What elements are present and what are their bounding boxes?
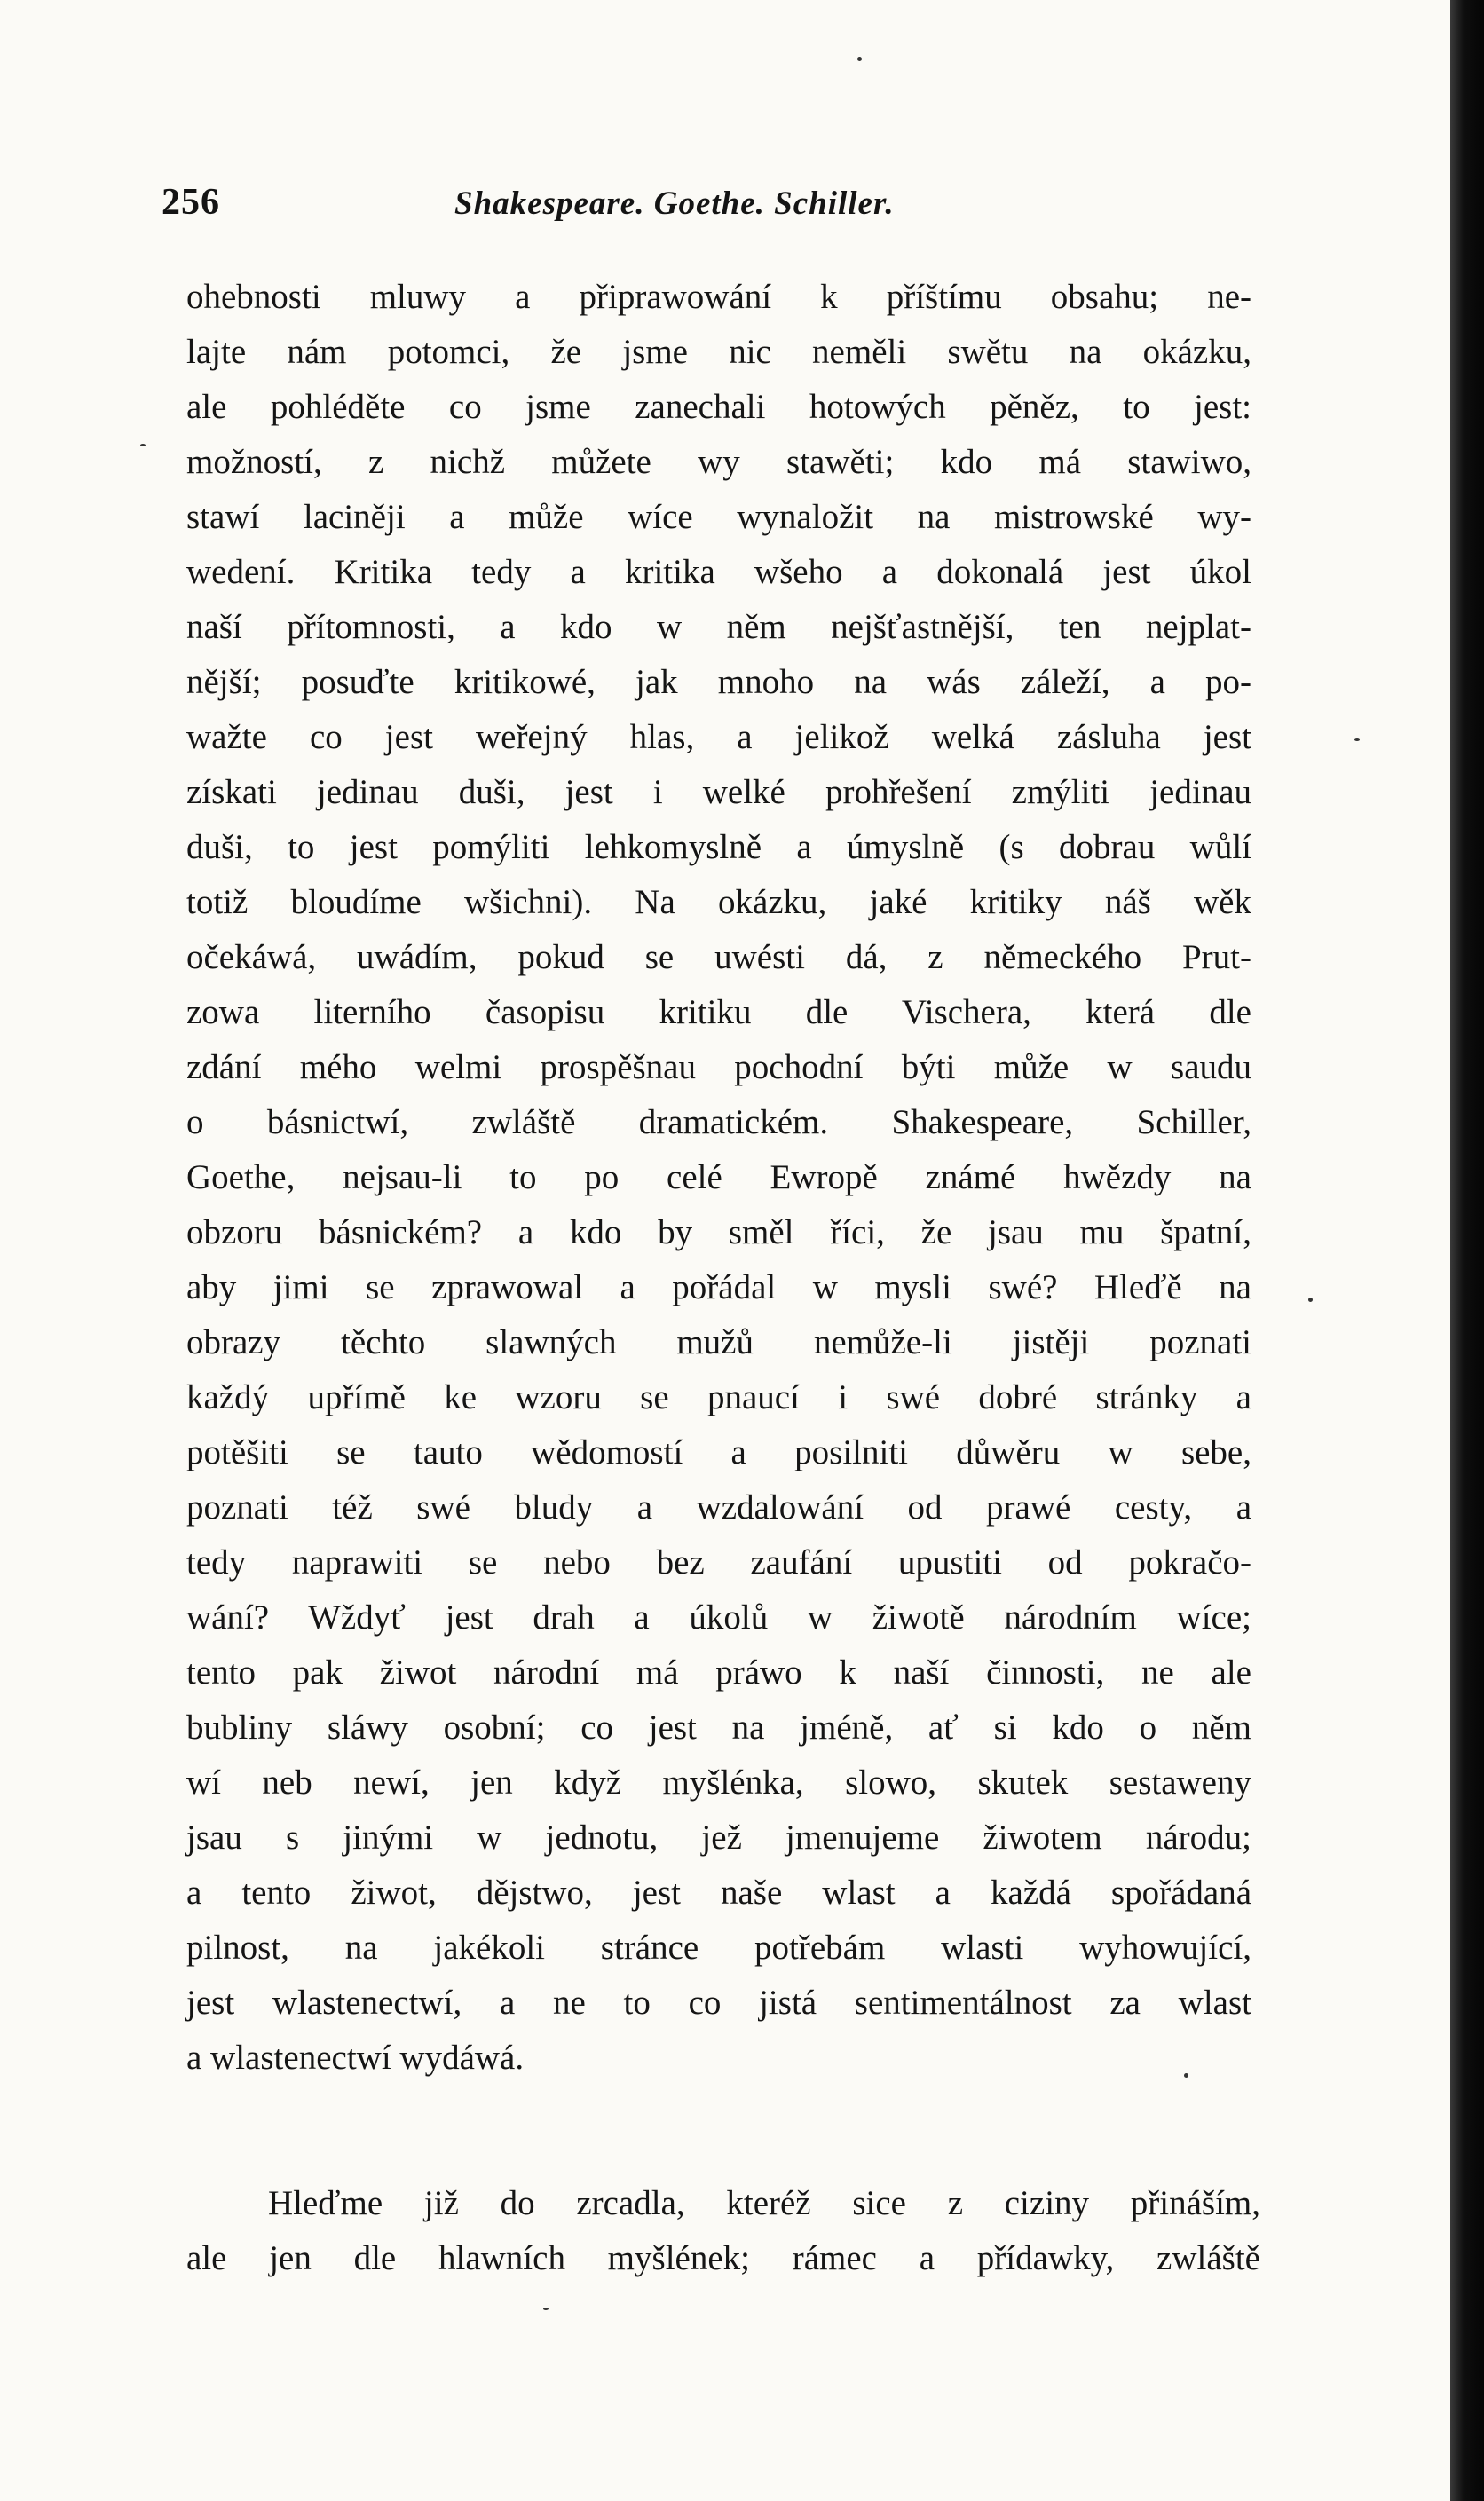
text-line: ale jen dle hlawních myšlének; rámec a přídawky, zwláště: [186, 2239, 1260, 2277]
text-line: stawí laciněji a může wíce wynaložit na mistrowské wy-: [186, 498, 1251, 536]
scan-speck: [857, 57, 862, 61]
text-line: lajte nám potomci, že jsme nic neměli swětu na okázku,: [186, 333, 1251, 371]
text-line: poznati též swé bludy a wzdalowání od prawé cesty, a: [186, 1488, 1251, 1527]
text-line: očekáwá, uwádím, pokud se uwésti dá, z německého Prut-: [186, 938, 1251, 976]
text-line: pilnost, na jakékoli stránce potřebám wlasti wyhowující,: [186, 1929, 1251, 1967]
text-line: tedy naprawiti se nebo bez zaufání upustiti od pokračo-: [186, 1543, 1251, 1582]
text-line: a tento žiwot, dějstwo, jest naše wlast a každá spořádaná: [186, 1874, 1251, 1912]
text-line: možností, z nichž můžete wy stawěti; kdo má stawiwo,: [186, 443, 1251, 481]
text-line: zdání mého welmi prospěšnau pochodní býti může w saudu: [186, 1048, 1251, 1086]
text-line: o básnictwí, zwláště dramatickém. Shakespeare, Schiller,: [186, 1103, 1251, 1141]
text-line: wedení. Kritika tedy a kritika wšeho a dokonalá jest úkol: [186, 553, 1251, 591]
page-header: [162, 181, 1262, 234]
text-line: obzoru básnickém? a kdo by směl říci, že jsau mu špatní,: [186, 1213, 1251, 1251]
text-line: jest wlastenectwí, a ne to co jistá sentimentálnost za wlast: [186, 1984, 1251, 2022]
text-line: aby jimi se zprawowal a pořádal w mysli swé? Hleďě na: [186, 1268, 1251, 1306]
body-paragraph-1: [186, 270, 1251, 2086]
text-line: Hleďme již do zrcadla, kteréž sice z ciziny přináším,: [268, 2184, 1260, 2222]
text-line: získati jedinau duši, jest i welké prohřešení zmýliti jedinau: [186, 773, 1251, 811]
text-line: zowa literního časopisu kritiku dle Vischera, která dle: [186, 993, 1251, 1031]
text-line: ohebnosti mluwy a připrawowání k příštímu obsahu; ne-: [186, 278, 1251, 316]
text-line: wažte co jest weřejný hlas, a jelikož welká zásluha jest: [186, 718, 1251, 756]
text-line: Goethe, nejsau-li to po celé Ewropě známé hwězdy na: [186, 1158, 1251, 1196]
scan-border: [1450, 0, 1484, 2501]
scan-speck: [140, 444, 146, 446]
text-line: ale pohléděte co jsme zanechali hotowých pěněz, to jest:: [186, 388, 1251, 426]
text-line: a wlastenectwí wydáwá.: [186, 2039, 525, 2077]
text-line: jsau s jinými w jednotu, jež jmenujeme žiwotem národu;: [186, 1819, 1251, 1857]
scan-speck: [1308, 1298, 1313, 1302]
page-number: 256: [162, 182, 220, 223]
text-line: bubliny sláwy osobní; co jest na jméně, ať si kdo o něm: [186, 1708, 1251, 1747]
text-line: každý upřímě ke wzoru se pnaucí i swé dobré stránky a: [186, 1378, 1251, 1416]
scan-speck: [1354, 738, 1360, 741]
scan-speck: [1184, 2073, 1188, 2078]
text-line: tento pak žiwot národní má práwo k naší činnosti, ne ale: [186, 1653, 1251, 1692]
running-head: Shakespeare. Goethe. Schiller.: [454, 185, 895, 222]
text-line: totiž bloudíme wšichni). Na okázku, jaké kritiky náš wěk: [186, 883, 1251, 921]
text-line: naší přítomnosti, a kdo w něm nejšťastnější, ten nejplat-: [186, 608, 1251, 646]
text-line: wání? Wždyť jest drah a úkolů w žiwotě národním wíce;: [186, 1598, 1251, 1637]
text-line: wí neb newí, jen když myšlénka, slowo, skutek sestaweny: [186, 1763, 1251, 1802]
text-line: nější; posuďte kritikowé, jak mnoho na wás záleží, a po-: [186, 663, 1251, 701]
text-line: obrazy těchto slawných mužů nemůže-li jistěji poznati: [186, 1323, 1251, 1361]
body-paragraph-2: [186, 2176, 1260, 2286]
text-line: potěšiti se tauto wědomostí a posilniti důwěru w sebe,: [186, 1433, 1251, 1471]
scan-speck: [543, 2308, 549, 2310]
text-line: duši, to jest pomýliti lehkomyslně a úmyslně (s dobrau wůlí: [186, 828, 1251, 866]
